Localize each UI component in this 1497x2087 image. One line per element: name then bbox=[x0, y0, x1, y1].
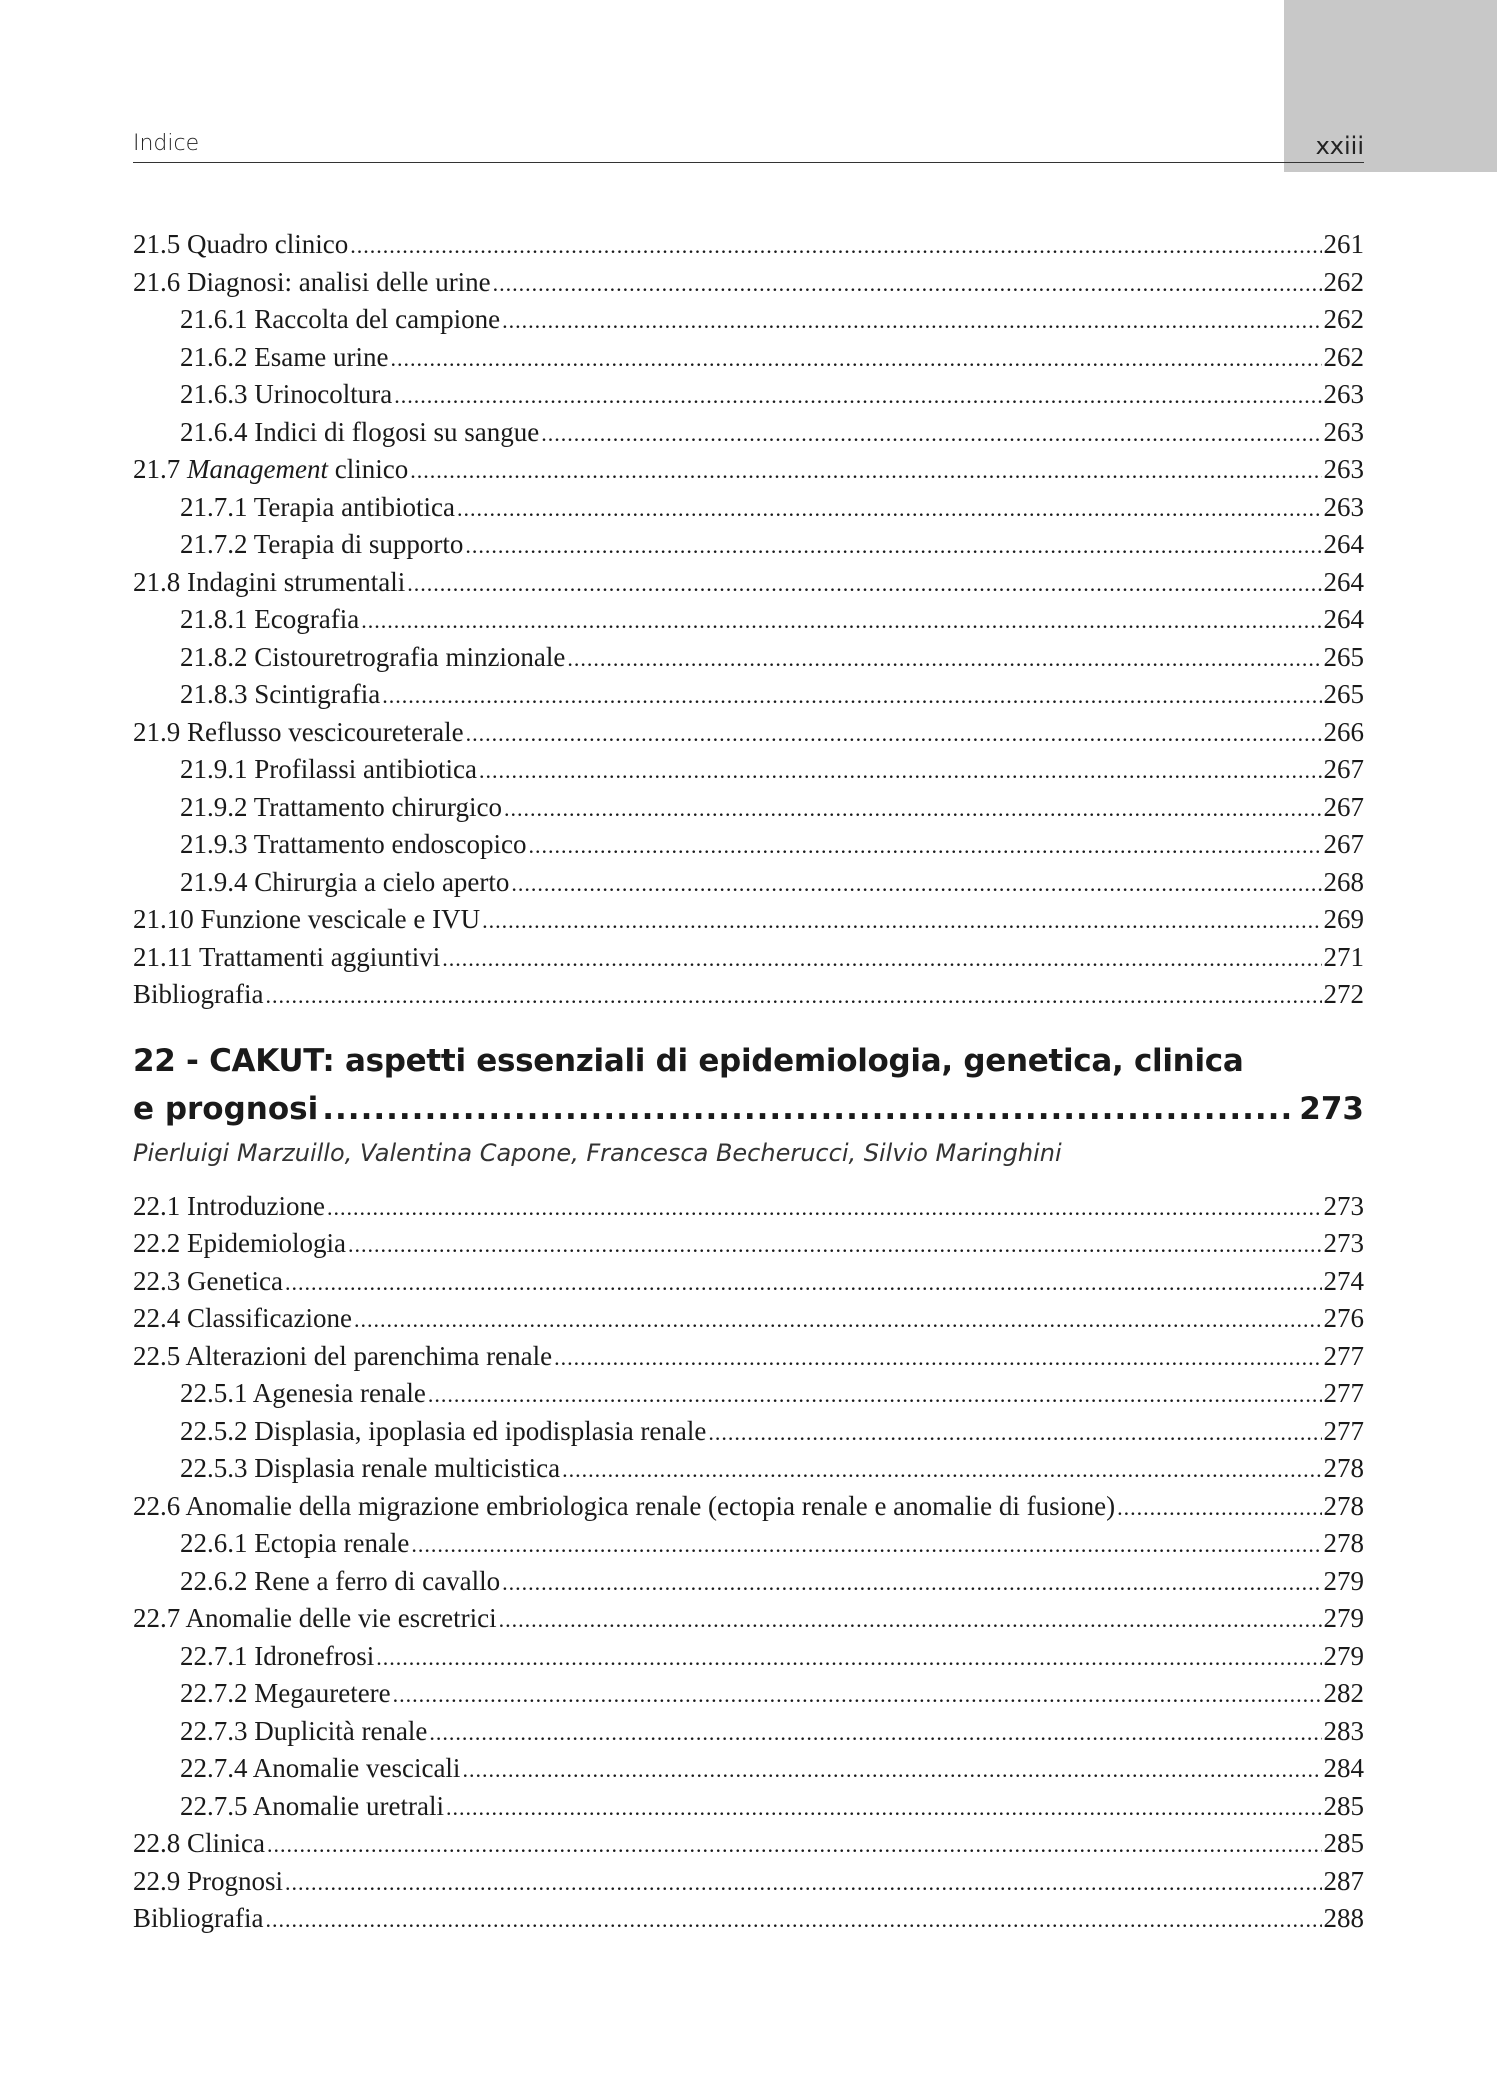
toc-entry-text: Classificazione bbox=[187, 1303, 352, 1333]
leader-dots bbox=[285, 1870, 1321, 1896]
toc-entry-title bbox=[180, 1378, 426, 1409]
toc-entry[interactable] bbox=[133, 1341, 1364, 1379]
toc-entry-title bbox=[133, 267, 491, 298]
toc-entry-number: 21.9.4 bbox=[180, 866, 248, 897]
toc-entry-page: 267 bbox=[1323, 754, 1364, 784]
leader-dots bbox=[429, 1720, 1321, 1746]
toc-entry[interactable] bbox=[133, 1491, 1364, 1529]
toc-entry-text: Diagnosi: analisi delle urine bbox=[187, 266, 491, 297]
leader-dots bbox=[511, 871, 1321, 897]
toc-entry-text: Indici di flogosi su sangue bbox=[254, 416, 540, 447]
leader-dots bbox=[267, 1832, 1322, 1858]
toc-entry[interactable] bbox=[133, 267, 1364, 305]
leader-dots bbox=[327, 1195, 1322, 1221]
toc-entry-text: Raccolta del campione bbox=[254, 304, 501, 334]
toc-entry-text: Trattamenti aggiuntivi bbox=[199, 941, 441, 972]
toc-entry-title-italic: Management bbox=[187, 454, 328, 484]
toc-entry-page: 263 bbox=[1323, 416, 1364, 447]
toc-entry-text: Prognosi bbox=[187, 1865, 284, 1896]
toc-entry-text: Epidemiologia bbox=[187, 1228, 346, 1258]
toc-entry-text: Esame urine bbox=[254, 341, 389, 372]
toc-entry-number: 21.6.3 bbox=[180, 379, 248, 409]
toc-entry-text: Alterazioni del parenchima renale bbox=[185, 1340, 553, 1371]
toc-entry-number: 21.8.1 bbox=[180, 604, 248, 634]
leader-dots bbox=[285, 1270, 1322, 1296]
toc-entry-title bbox=[133, 454, 408, 485]
toc-entry-text: Megauretere bbox=[254, 1678, 391, 1708]
toc-entry-number: 22.3 bbox=[133, 1265, 181, 1296]
toc-entry-number: 21.9.3 bbox=[180, 829, 248, 859]
leader-dots bbox=[265, 983, 1321, 1009]
toc-entry-page: 288 bbox=[1323, 1903, 1364, 1933]
toc-entry[interactable] bbox=[133, 904, 1364, 942]
leader-dots bbox=[493, 271, 1322, 297]
toc-entry-text: Duplicità renale bbox=[254, 1715, 428, 1746]
toc-entry-page: 263 bbox=[1323, 491, 1364, 522]
toc-entry-title bbox=[133, 979, 263, 1010]
running-header bbox=[133, 122, 1364, 163]
toc-entry-page: 273 bbox=[1323, 1228, 1364, 1258]
toc-entry-text: Agenesia renale bbox=[252, 1378, 426, 1408]
toc-entry-text: Displasia renale multicistica bbox=[254, 1453, 561, 1483]
toc-entry[interactable] bbox=[133, 1266, 1364, 1304]
header-section: Indice bbox=[133, 131, 200, 156]
leader-dots bbox=[502, 1570, 1321, 1596]
toc-entry-number: 22.6.1 bbox=[180, 1528, 248, 1558]
toc-entry-number: 21.6.1 bbox=[180, 304, 248, 334]
toc-entry[interactable] bbox=[133, 1228, 1364, 1266]
toc-entry-text: Scintigrafia bbox=[254, 679, 381, 709]
toc-entry-number: 22.5.3 bbox=[180, 1453, 248, 1483]
leader-dots bbox=[499, 1607, 1322, 1633]
toc-entry-text: Trattamento chirurgico bbox=[253, 791, 502, 822]
toc-entry-text: Anomalie vescicali bbox=[252, 1753, 461, 1783]
toc-entry[interactable] bbox=[133, 1378, 1364, 1416]
toc-entry-title bbox=[180, 1416, 706, 1447]
toc-entry[interactable] bbox=[133, 229, 1364, 267]
toc-entry[interactable] bbox=[133, 942, 1364, 980]
toc-entry-number: 21.7 bbox=[133, 454, 181, 484]
chapter-title-line2[interactable] bbox=[133, 1085, 1364, 1133]
leader-dots bbox=[350, 233, 1321, 259]
toc-entry-number: 21.5 bbox=[133, 229, 181, 259]
toc-entry-text: Introduzione bbox=[187, 1190, 325, 1221]
toc-entry-title bbox=[133, 717, 464, 748]
toc-entry[interactable] bbox=[133, 1678, 1364, 1716]
toc-entry[interactable] bbox=[133, 1641, 1364, 1679]
toc-entry-title bbox=[180, 304, 500, 335]
toc-entry-page: 277 bbox=[1323, 1378, 1364, 1408]
toc-entry-title bbox=[180, 529, 463, 560]
toc-entry[interactable] bbox=[133, 1191, 1364, 1229]
toc-entry-number: 21.10 bbox=[133, 904, 194, 934]
toc-entry-title bbox=[133, 1828, 265, 1859]
toc-entry-text: Anomalie delle vie escretrici bbox=[185, 1603, 497, 1633]
toc-entry-number: 22.6 bbox=[133, 1490, 181, 1521]
toc-entry-page: 262 bbox=[1323, 266, 1364, 297]
toc-entry-text: Terapia di supporto bbox=[253, 529, 464, 559]
toc-entry-page: 279 bbox=[1323, 1603, 1364, 1633]
toc-entry-number: 21.6.4 bbox=[180, 416, 248, 447]
toc-entry[interactable] bbox=[133, 679, 1364, 717]
toc-entry-page: 271 bbox=[1323, 941, 1364, 972]
toc-entry-text: Indagini strumentali bbox=[187, 566, 406, 597]
toc-entry-page: 264 bbox=[1323, 604, 1364, 634]
toc-entry-title bbox=[133, 1603, 497, 1634]
toc-entry-text: clinico bbox=[334, 454, 409, 484]
table-of-contents bbox=[133, 229, 1364, 1941]
toc-entry-text: Urinocoltura bbox=[254, 379, 393, 409]
toc-entry-page: 265 bbox=[1323, 679, 1364, 709]
toc-entry-text: Quadro clinico bbox=[187, 229, 349, 259]
toc-entry-title bbox=[180, 1753, 460, 1784]
toc-entry-title bbox=[180, 829, 526, 860]
leader-dots bbox=[567, 646, 1321, 672]
leader-dots bbox=[554, 1345, 1321, 1371]
toc-entry-page: 279 bbox=[1323, 1640, 1364, 1671]
toc-entry[interactable] bbox=[133, 379, 1364, 417]
toc-entry-number: 22.7.1 bbox=[180, 1640, 248, 1671]
toc-entry-page: 267 bbox=[1323, 791, 1364, 822]
leader-dots bbox=[410, 458, 1321, 484]
toc-entry[interactable] bbox=[133, 492, 1364, 530]
toc-entry-title bbox=[180, 1678, 391, 1709]
toc-entry-title bbox=[133, 942, 440, 973]
toc-entry[interactable] bbox=[133, 1791, 1364, 1829]
toc-entry-title bbox=[133, 1303, 352, 1334]
toc-entry-title bbox=[180, 1528, 409, 1559]
toc-entry-title bbox=[133, 1228, 346, 1259]
toc-entry-text: Clinica bbox=[187, 1828, 265, 1858]
toc-entry-title bbox=[133, 1491, 1115, 1522]
toc-entry-page: 278 bbox=[1323, 1490, 1364, 1521]
leader-dots bbox=[446, 1795, 1322, 1821]
toc-entry-page: 264 bbox=[1323, 529, 1364, 559]
leader-dots bbox=[376, 1645, 1321, 1671]
toc-entry[interactable] bbox=[133, 642, 1364, 680]
toc-entry[interactable] bbox=[133, 567, 1364, 605]
toc-entry[interactable] bbox=[133, 454, 1364, 492]
toc-entry[interactable] bbox=[133, 529, 1364, 567]
toc-entry[interactable] bbox=[133, 1716, 1364, 1754]
toc-entry-page: 262 bbox=[1323, 341, 1364, 372]
leader-dots bbox=[382, 683, 1321, 709]
toc-entry-page: 277 bbox=[1323, 1415, 1364, 1446]
leader-dots bbox=[265, 1907, 1321, 1933]
toc-entry-page: 274 bbox=[1323, 1265, 1364, 1296]
toc-entry-number: 22.5 bbox=[133, 1340, 181, 1371]
toc-entry-text: Genetica bbox=[187, 1265, 283, 1296]
leader-dots bbox=[361, 608, 1321, 634]
toc-entry[interactable] bbox=[133, 342, 1364, 380]
toc-entry-page: 276 bbox=[1323, 1303, 1364, 1333]
toc-entry-text: Anomalie uretrali bbox=[252, 1790, 444, 1821]
toc-entry-number: 22.7.3 bbox=[180, 1715, 248, 1746]
header-page-number: xxiii bbox=[1315, 132, 1364, 160]
toc-entry-number: 21.8.3 bbox=[180, 679, 248, 709]
toc-entry[interactable] bbox=[133, 1603, 1364, 1641]
toc-entry-text: Bibliografia bbox=[133, 1903, 264, 1933]
toc-entry-title bbox=[180, 492, 455, 523]
toc-entry-number: 22.4 bbox=[133, 1303, 181, 1333]
leader-dots bbox=[411, 1532, 1321, 1558]
toc-entry-number: 22.5.2 bbox=[180, 1415, 248, 1446]
toc-entry-number: 22.8 bbox=[133, 1828, 181, 1858]
toc-entry-number: 21.11 bbox=[133, 941, 193, 972]
toc-entry-page: 265 bbox=[1323, 641, 1364, 672]
toc-entry-text: Funzione vescicale e IVU bbox=[200, 904, 481, 934]
leader-dots bbox=[1117, 1495, 1321, 1521]
leader-dots bbox=[390, 346, 1321, 372]
toc-entry-title bbox=[180, 1566, 500, 1597]
toc-entry[interactable] bbox=[133, 304, 1364, 342]
leader-dots bbox=[462, 1757, 1321, 1783]
toc-entry[interactable] bbox=[133, 717, 1364, 755]
leader-dots bbox=[428, 1382, 1322, 1408]
toc-entry-title bbox=[180, 1716, 427, 1747]
toc-entry-title bbox=[180, 1791, 444, 1822]
leader-dots bbox=[465, 533, 1321, 559]
toc-entry-text: Terapia antibiotica bbox=[253, 491, 456, 522]
toc-part-chapter-21 bbox=[133, 229, 1364, 1017]
leader-dots bbox=[482, 908, 1321, 934]
leader-dots bbox=[466, 721, 1322, 747]
toc-entry-page: 279 bbox=[1323, 1565, 1364, 1596]
leader-dots bbox=[541, 421, 1321, 447]
toc-entry-text: Rene a ferro di cavallo bbox=[254, 1565, 501, 1596]
leader-dots bbox=[708, 1420, 1321, 1446]
toc-entry-page: 273 bbox=[1323, 1190, 1364, 1221]
toc-entry-title bbox=[180, 1641, 374, 1672]
toc-entry[interactable] bbox=[133, 1566, 1364, 1604]
toc-entry-number: 22.7.2 bbox=[180, 1678, 248, 1708]
leader-dots bbox=[393, 1682, 1322, 1708]
leader-dots bbox=[394, 383, 1321, 409]
toc-entry-title bbox=[180, 417, 539, 448]
toc-entry-number: 21.9.1 bbox=[180, 754, 248, 784]
toc-entry-title bbox=[133, 567, 405, 598]
leader-dots bbox=[504, 796, 1322, 822]
toc-entry-number: 22.2 bbox=[133, 1228, 181, 1258]
toc-entry[interactable] bbox=[133, 1828, 1364, 1866]
toc-entry-page: 285 bbox=[1323, 1790, 1364, 1821]
leader-dots bbox=[479, 758, 1322, 784]
toc-entry[interactable] bbox=[133, 792, 1364, 830]
toc-entry-page: 262 bbox=[1323, 304, 1364, 334]
toc-entry-title bbox=[133, 1191, 325, 1222]
toc-entry-title bbox=[133, 1266, 283, 1297]
toc-entry-title bbox=[180, 1453, 560, 1484]
toc-entry-page: 285 bbox=[1323, 1828, 1364, 1858]
toc-entry-number: 21.8 bbox=[133, 566, 181, 597]
toc-entry[interactable] bbox=[133, 1528, 1364, 1566]
leader-dots bbox=[442, 946, 1321, 972]
toc-entry[interactable] bbox=[133, 1453, 1364, 1491]
toc-entry-text: Ectopia renale bbox=[254, 1528, 410, 1558]
toc-entry-number: 22.7.5 bbox=[180, 1790, 248, 1821]
toc-entry-text: Bibliografia bbox=[133, 979, 264, 1009]
toc-entry[interactable] bbox=[133, 867, 1364, 905]
leader-dots bbox=[457, 496, 1321, 522]
toc-entry-text: Trattamento endoscopico bbox=[253, 829, 527, 859]
toc-entry-title bbox=[180, 342, 388, 373]
toc-entry-page: 267 bbox=[1323, 829, 1364, 859]
toc-entry-number: 21.7.1 bbox=[180, 491, 248, 522]
toc-entry-number: 21.6.2 bbox=[180, 341, 248, 372]
toc-entry-page: 278 bbox=[1323, 1453, 1364, 1483]
toc-entry-number: 22.5.1 bbox=[180, 1378, 248, 1408]
toc-entry-number: 21.9 bbox=[133, 716, 181, 747]
toc-entry-page: 277 bbox=[1323, 1340, 1364, 1371]
toc-entry-page: 263 bbox=[1323, 454, 1364, 484]
toc-entry-page: 282 bbox=[1323, 1678, 1364, 1708]
leader-dots bbox=[348, 1232, 1322, 1258]
toc-entry-number: 22.6.2 bbox=[180, 1565, 248, 1596]
toc-entry-page: 263 bbox=[1323, 379, 1364, 409]
toc-entry-number: 22.1 bbox=[133, 1190, 181, 1221]
toc-entry-text: Anomalie della migrazione embriologica renale (ectopia renale e anomalie di fusione) bbox=[185, 1490, 1116, 1521]
toc-entry[interactable] bbox=[133, 604, 1364, 642]
toc-entry-text: Cistouretrografia minzionale bbox=[254, 641, 566, 672]
toc-entry-number: 22.7.4 bbox=[180, 1753, 248, 1783]
chapter-title-line1[interactable]: 22 - CAKUT: aspetti essenziali di epidemiologia, genetica, clinica bbox=[133, 1042, 1244, 1079]
toc-entry[interactable] bbox=[133, 754, 1364, 792]
toc-entry-page: 266 bbox=[1323, 716, 1364, 747]
toc-entry-text: Ecografia bbox=[254, 604, 360, 634]
toc-entry-text: Profilassi antibiotica bbox=[254, 754, 477, 784]
toc-entry[interactable] bbox=[133, 829, 1364, 867]
toc-entry[interactable] bbox=[133, 1303, 1364, 1341]
toc-entry-title bbox=[180, 754, 477, 785]
toc-entry[interactable] bbox=[133, 979, 1364, 1017]
toc-entry-title bbox=[180, 379, 392, 410]
toc-entry-number: 22.9 bbox=[133, 1865, 181, 1896]
toc-entry[interactable] bbox=[133, 1753, 1364, 1791]
toc-entry-number: 21.8.2 bbox=[180, 641, 248, 672]
toc-entry-title bbox=[133, 1866, 283, 1897]
toc-entry-text: Chirurgia a cielo aperto bbox=[254, 866, 510, 897]
chapter-page: 273 bbox=[1299, 1090, 1364, 1127]
toc-part-chapter-22 bbox=[133, 1191, 1364, 1941]
toc-entry-title bbox=[180, 867, 509, 898]
chapter-heading bbox=[133, 1037, 1364, 1173]
toc-entry[interactable] bbox=[133, 417, 1364, 455]
toc-entry-page: 264 bbox=[1323, 566, 1364, 597]
toc-entry-page: 284 bbox=[1323, 1753, 1364, 1783]
toc-entry-page: 268 bbox=[1323, 866, 1364, 897]
toc-entry-page: 283 bbox=[1323, 1715, 1364, 1746]
toc-entry-number: 21.6 bbox=[133, 266, 181, 297]
toc-entry-page: 278 bbox=[1323, 1528, 1364, 1558]
leader-dots bbox=[562, 1457, 1321, 1483]
toc-entry-title bbox=[133, 904, 480, 935]
leader-dots bbox=[502, 308, 1321, 334]
toc-entry-title bbox=[180, 642, 565, 673]
toc-entry[interactable] bbox=[133, 1416, 1364, 1454]
leader-dots bbox=[322, 1085, 1295, 1133]
chapter-title-text: e prognosi bbox=[133, 1090, 319, 1127]
toc-entry-title bbox=[180, 792, 502, 823]
toc-entry-title bbox=[133, 1903, 263, 1934]
toc-entry-text: Idronefrosi bbox=[254, 1640, 375, 1671]
toc-entry-page: 269 bbox=[1323, 904, 1364, 934]
toc-entry-number: 21.7.2 bbox=[180, 529, 248, 559]
toc-entry-title bbox=[133, 1341, 552, 1372]
toc-entry-number: 21.9.2 bbox=[180, 791, 248, 822]
leader-dots bbox=[407, 571, 1321, 597]
leader-dots bbox=[354, 1307, 1322, 1333]
toc-entry-page: 272 bbox=[1323, 979, 1364, 1009]
toc-entry-text: Displasia, ipoplasia ed ipodisplasia renale bbox=[254, 1415, 707, 1446]
toc-entry[interactable] bbox=[133, 1866, 1364, 1904]
toc-entry-title bbox=[180, 604, 359, 635]
toc-entry-title bbox=[133, 229, 348, 260]
toc-entry-page: 287 bbox=[1323, 1865, 1364, 1896]
toc-entry[interactable] bbox=[133, 1903, 1364, 1941]
toc-entry-page: 261 bbox=[1323, 229, 1364, 259]
toc-entry-text: Reflusso vescicoureterale bbox=[187, 716, 464, 747]
toc-entry-number: 22.7 bbox=[133, 1603, 181, 1633]
chapter-authors: Pierluigi Marzuillo, Valentina Capone, Francesca Becherucci, Silvio Maringhini bbox=[133, 1138, 1062, 1167]
toc-entry-title bbox=[180, 679, 380, 710]
leader-dots bbox=[528, 833, 1321, 859]
